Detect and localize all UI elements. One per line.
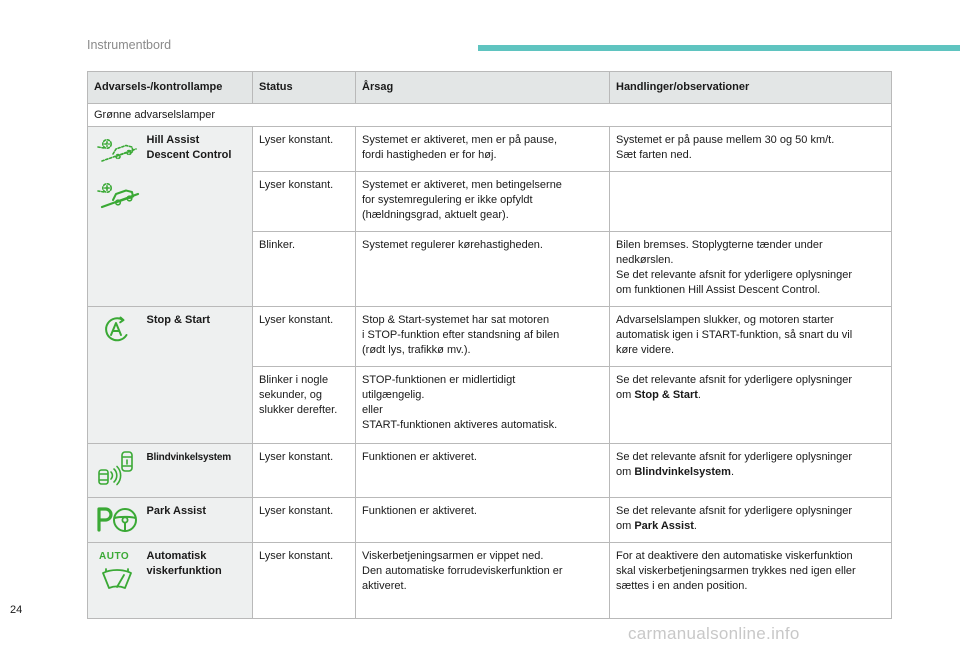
- blind-cause: Funktionen er aktiveret.: [356, 444, 610, 498]
- park-icon-cell: [88, 498, 143, 543]
- park-action-l1: Se det relevante afsnit for yderligere oplysninger: [616, 505, 853, 517]
- blind-name: Blindvinkelsystem: [146, 452, 231, 463]
- group-row-green: [88, 104, 892, 127]
- stop-r1-action-l1: Advarselslampen slukker, og motoren starter: [616, 314, 834, 326]
- stop-r1-action: [610, 307, 892, 367]
- stop-r2-cause-l2: utilgængelig.: [362, 389, 425, 401]
- park-name-cell: [143, 498, 253, 543]
- hill-r3-action: [610, 232, 892, 307]
- stop-r2-action-suffix: .: [697, 389, 701, 401]
- stop-r2-status-l3: slukker derefter.: [259, 404, 338, 416]
- park-action: [610, 498, 892, 543]
- wiper-name-line2: viskerfunktion: [146, 565, 222, 577]
- hill-name-line2: Descent Control: [146, 149, 232, 161]
- wiper-icon-cell: [88, 543, 143, 619]
- blind-action-suffix: .: [730, 466, 734, 478]
- blind-action-prefix: om: [616, 466, 635, 478]
- hill-r2-cause-l2: for systemregulering er ikke opfyldt: [362, 194, 533, 206]
- park-cause: Funktionen er aktiveret.: [356, 498, 610, 543]
- park-action-ref: Park Assist: [634, 520, 694, 532]
- page-number: 24: [10, 604, 23, 616]
- stop-name-cell: [143, 307, 253, 444]
- blind-icon-cell: [88, 444, 143, 498]
- stop-icon-cell: [88, 307, 143, 444]
- hill-descent-icon: [96, 135, 140, 165]
- hill-r3-action-l1: Bilen bremses. Stoplygterne tænder under: [616, 239, 823, 251]
- hill-r2-cause: [356, 172, 610, 232]
- stop-r2-cause-l3: eller: [362, 404, 383, 416]
- stop-r2-action-ref: Stop & Start: [634, 389, 698, 401]
- watermark: carmanualsonline.info: [628, 624, 800, 643]
- table-row: [88, 444, 892, 498]
- table-row: [88, 498, 892, 543]
- hill-r2-status: Lyser konstant.: [253, 172, 356, 232]
- park-name: Park Assist: [146, 505, 207, 517]
- hill-name-cell: [143, 127, 253, 307]
- stop-r1-cause-l3: (rødt lys, trafikkø mv.).: [362, 344, 471, 356]
- stop-r2-status-l2: sekunder, og: [259, 389, 322, 401]
- hill-icon-cell: [88, 127, 143, 307]
- stop-r2-action-l1: Se det relevante afsnit for yderligere oplysninger: [616, 374, 853, 386]
- park-assist-icon: [95, 505, 139, 535]
- hill-r1-action-l2: Sæt farten ned.: [616, 149, 692, 161]
- col-header-status: Status: [253, 72, 356, 104]
- warning-lamp-table-wrapper: [87, 71, 891, 619]
- warning-lamp-table: [87, 71, 892, 619]
- blind-status: Lyser konstant.: [253, 444, 356, 498]
- park-action-prefix: om: [616, 520, 635, 532]
- wiper-name-line1: Automatisk: [146, 550, 207, 562]
- blind-action-l1: Se det relevante afsnit for yderligere oplysninger: [616, 451, 853, 463]
- hill-r1-status: Lyser konstant.: [253, 127, 356, 172]
- stop-name: Stop & Start: [146, 314, 211, 326]
- section-title: Instrumentbord: [87, 38, 172, 52]
- stop-r2-cause-l1: STOP-funktionen er midlertidigt: [362, 374, 516, 386]
- hill-r3-status: Blinker.: [253, 232, 356, 307]
- stop-r2-action-l2: [616, 388, 885, 403]
- auto-wiper-icon: [100, 567, 134, 591]
- park-action-l2: [616, 519, 885, 534]
- hill-r3-action-l2: nedkørslen.: [616, 254, 674, 266]
- wiper-action-l1: For at deaktivere den automatiske viskerfunktion: [616, 550, 853, 562]
- blind-name-cell: [143, 444, 253, 498]
- stop-r1-cause: [356, 307, 610, 367]
- table-header-row: [88, 72, 892, 104]
- wiper-name-cell: [143, 543, 253, 619]
- stop-start-a-icon: [101, 315, 131, 343]
- park-status: Lyser konstant.: [253, 498, 356, 543]
- hill-r1-cause-l1: Systemet er aktiveret, men er på pause,: [362, 134, 558, 146]
- hill-descent-active-icon: [96, 179, 142, 211]
- stop-r1-cause-l2: i STOP-funktion efter standsning af bilen: [362, 329, 560, 341]
- park-action-suffix: .: [693, 520, 697, 532]
- blind-action-l2: [616, 465, 885, 480]
- wiper-cause-l1: Viskerbetjeningsarmen er vippet ned.: [362, 550, 544, 562]
- stop-r1-action-l2: automatisk igen i START-funktion, så snart du vil: [616, 329, 853, 341]
- hill-r1-action-l1: Systemet er på pause mellem 30 og 50 km/t.: [616, 134, 835, 146]
- hill-r3-action-l3: Se det relevante afsnit for yderligere oplysninger: [616, 269, 853, 281]
- wiper-action-l3: sættes i en anden position.: [616, 580, 748, 592]
- wiper-status: Lyser konstant.: [253, 543, 356, 619]
- col-header-action: Handlinger/observationer: [610, 72, 892, 104]
- section-accent-bar: [478, 45, 960, 51]
- col-header-lamp: Advarsels-/kontrollampe: [88, 72, 253, 104]
- hill-r1-action: [610, 127, 892, 172]
- col-header-cause: Årsag: [356, 72, 610, 104]
- table-row: [88, 543, 892, 619]
- hill-r3-action-l4: om funktionen Hill Assist Descent Control.: [616, 284, 821, 296]
- blind-action-ref: Blindvinkelsystem: [634, 466, 731, 478]
- hill-r2-cause-l3: (hældningsgrad, aktuelt gear).: [362, 209, 509, 221]
- stop-r2-status-l1: Blinker i nogle: [259, 374, 329, 386]
- wiper-auto-label: AUTO: [99, 551, 130, 562]
- wiper-action-l2: skal viskerbetjeningsarmen trykkes ned igen eller: [616, 565, 856, 577]
- stop-r2-action-prefix: om: [616, 389, 635, 401]
- stop-r1-cause-l1: Stop & Start-systemet har sat motoren: [362, 314, 550, 326]
- stop-r2-cause: [356, 367, 610, 444]
- stop-r1-action-l3: køre videre.: [616, 344, 675, 356]
- wiper-cause-l2: Den automatiske forrudeviskerfunktion er: [362, 565, 563, 577]
- stop-r2-action: [610, 367, 892, 444]
- wiper-cause-l3: aktiveret.: [362, 580, 407, 592]
- table-row: [88, 307, 892, 367]
- hill-r2-cause-l1: Systemet er aktiveret, men betingelserne: [362, 179, 562, 191]
- wiper-cause: [356, 543, 610, 619]
- hill-name-line1: Hill Assist: [146, 134, 200, 146]
- hill-r1-cause-l2: fordi hastigheden er for høj.: [362, 149, 497, 161]
- stop-r2-cause-l4: START-funktionen aktiveres automatisk.: [362, 419, 558, 431]
- hill-r2-action: [610, 172, 892, 232]
- group-label: Grønne advarselslamper: [88, 104, 892, 127]
- wiper-action: [610, 543, 892, 619]
- blind-spot-icon: [96, 450, 138, 486]
- table-row: [88, 127, 892, 172]
- stop-r1-status: Lyser konstant.: [253, 307, 356, 367]
- stop-r2-status: [253, 367, 356, 444]
- blind-action: [610, 444, 892, 498]
- hill-r1-cause: [356, 127, 610, 172]
- hill-r3-cause: Systemet regulerer kørehastigheden.: [356, 232, 610, 307]
